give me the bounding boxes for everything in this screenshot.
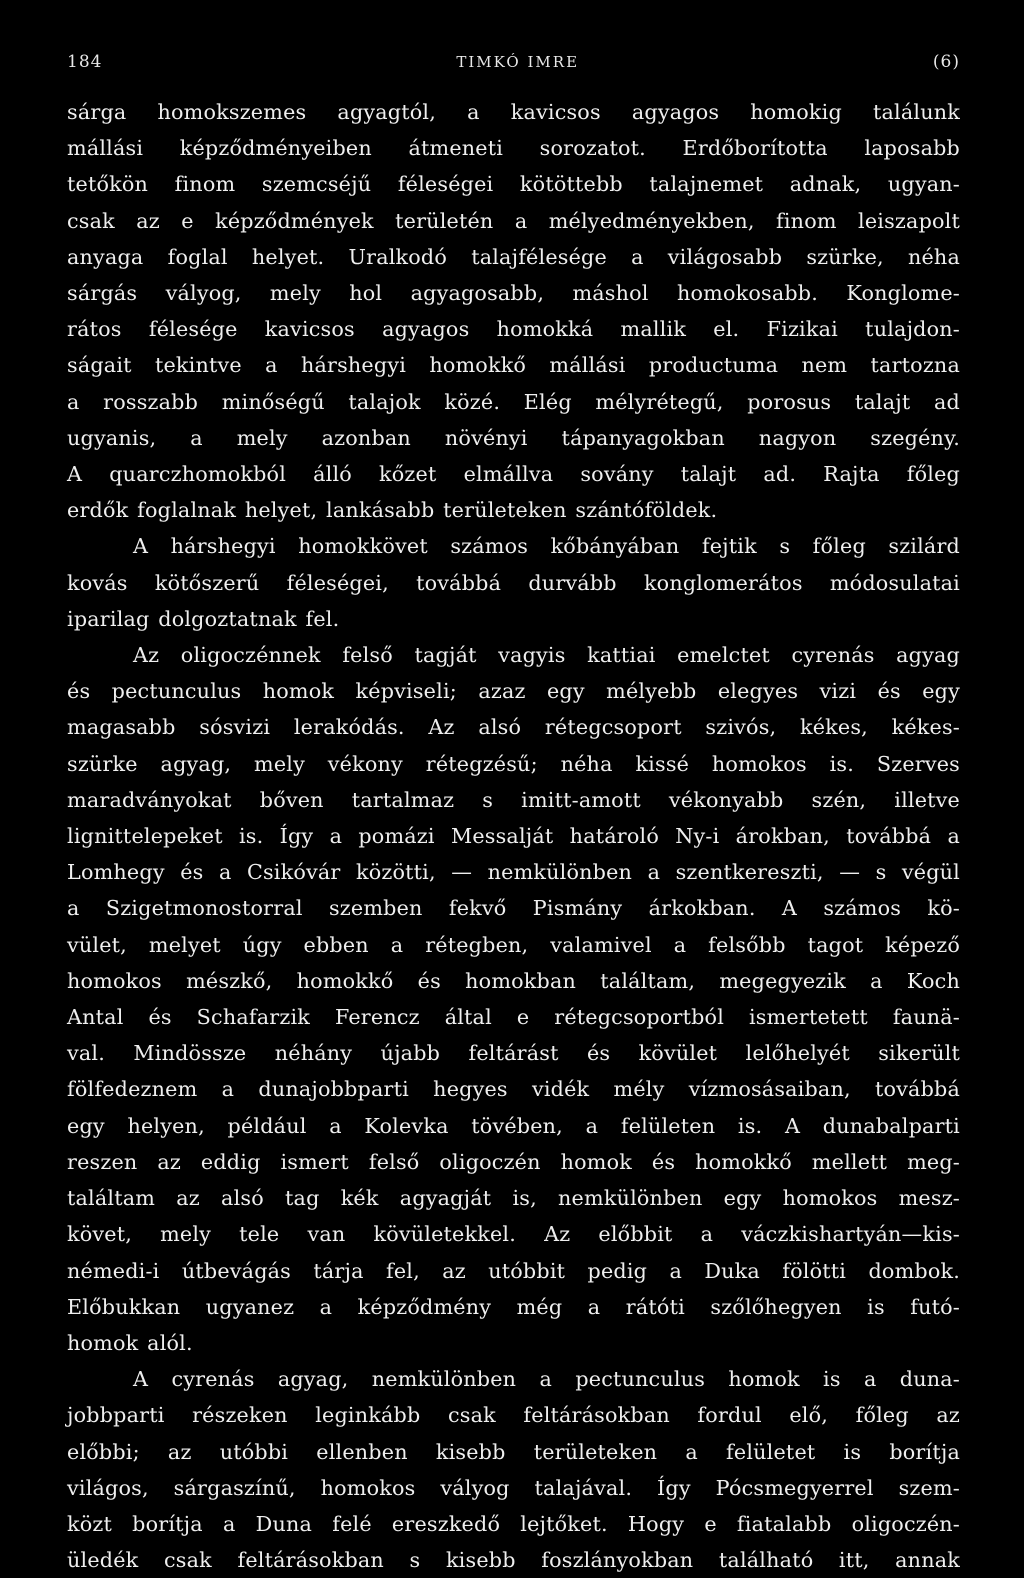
text-line: előbbi; az utóbbi ellenben kisebb területeken a felületet is borítja	[67, 1439, 960, 1464]
text-line: A quarczhomokból álló kőzet elmállva sovány talajt ad. Rajta főleg	[67, 462, 960, 487]
text-line: csak az e képződmények területén a mélyedményekben, finom leiszapolt	[67, 208, 960, 233]
text-line: Előbukkan ugyanez a képződmény még a rátóti szőlőhegyen is futó-	[67, 1294, 960, 1319]
text-line: és pectunculus homok képviseli; azaz egy mélyebb elegyes vizi és egy	[67, 679, 960, 704]
text-line: A hárshegyi homokkövet számos kőbányában fejtik s főleg szilárd	[133, 534, 960, 559]
text-line: világos, sárgaszínű, homokos vályog talajával. Így Pócsmegyerrel szem-	[67, 1475, 960, 1500]
text-line: homok alól.	[67, 1330, 193, 1355]
text-line: anyaga foglal helyet. Uralkodó talajfélesége a világosabb szürke, néha	[67, 244, 960, 269]
text-line: ugyanis, a mely azonban növényi tápanyagokban nagyon szegény.	[67, 425, 960, 450]
text-line: találtam az alsó tag kék agyagját is, nemkülönben egy homokos mesz-	[67, 1186, 960, 1211]
text-line: fölfedeznem a dunajobbparti hegyes vidék mély vízmosásaiban, továbbá	[67, 1077, 960, 1102]
text-line: homokos mészkő, homokkő és homokban találtam, megegyezik a Koch	[67, 968, 960, 993]
text-line: tetőkön finom szemcséjű féleségei kötöttebb talajnemet adnak, ugyan-	[67, 172, 960, 197]
running-title: TIMKÓ IMRE	[456, 53, 580, 71]
text-line: iparilag dolgoztatnak fel.	[67, 606, 340, 631]
text-line: erdők foglalnak helyet, lankásabb területeken szántóföldek.	[67, 498, 718, 523]
text-line: Antal és Schafarzik Ferencz által e rétegcsoportból ismertetett faunä-	[67, 1005, 960, 1030]
running-head	[67, 52, 960, 72]
text-line: val. Mindössze néhány újabb feltárást és kövület lelőhelyét sikerült	[67, 1041, 960, 1066]
body-text	[67, 94, 960, 1578]
page-number: 184	[67, 52, 103, 72]
text-line: üledék csak feltárásokban s kisebb foszlányokban található itt, annak	[67, 1548, 960, 1573]
text-line: a Szigetmonostorral szemben fekvő Pismány árkokban. A számos kö-	[67, 896, 960, 921]
text-line: ságait tekintve a hárshegyi homokkő mállási productuma nem tartozna	[67, 353, 960, 378]
text-line: jobbparti részeken leginkább csak feltárásokban fordul elő, főleg az	[67, 1403, 960, 1428]
text-line: a rosszabb minőségű talajok közé. Elég mélyrétegű, porosus talajt ad	[67, 389, 960, 414]
text-line: Lomhegy és a Csikóvár közötti, — nemkülönben a szentkereszti, — s végül	[67, 860, 960, 885]
text-line: maradványokat bőven tartalmaz s imitt-amott vékonyabb szén, illetve	[67, 787, 960, 812]
section-number: (6)	[932, 52, 960, 72]
text-line: rátos félesége kavicsos agyagos homokká mallik el. Fizikai tulajdon-	[67, 317, 960, 342]
text-line: Az oligoczénnek felső tagját vagyis kattiai emelctet cyrenás agyag	[133, 643, 960, 668]
text-line: A cyrenás agyag, nemkülönben a pectunculus homok is a duna-	[133, 1367, 960, 1392]
text-line: kovás kötőszerű féleségei, továbbá durvább konglomerátos módosulatai	[67, 570, 960, 595]
text-line: sárgás vályog, mely hol agyagosabb, máshol homokosabb. Konglome-	[67, 281, 960, 306]
text-line: sárga homokszemes agyagtól, a kavicsos agyagos homokig találunk	[67, 100, 960, 124]
text-line: szürke agyag, mely vékony rétegzésű; néha kissé homokos is. Szerves	[67, 751, 960, 776]
text-line: reszen az eddig ismert felső oligoczén homok és homokkő mellett meg-	[67, 1149, 960, 1174]
text-line: mállási képződményeiben átmeneti sorozatot. Erdőborította laposabb	[67, 136, 960, 161]
text-line: egy helyen, például a Kolevka tövében, a felületen is. A dunabalparti	[67, 1113, 960, 1138]
text-line: követ, mely tele van kövületekkel. Az előbbit a váczkishartyán—kis-	[67, 1222, 960, 1247]
text-line: némedi-i útbevágás tárja fel, az utóbbit pedig a Duka fölötti dombok.	[67, 1258, 960, 1283]
text-line: vület, melyet úgy ebben a rétegben, valamivel a felsőbb tagot képező	[67, 932, 960, 957]
text-line: magasabb sósvizi lerakódás. Az alsó rétegcsoport szivós, kékes, kékes-	[67, 715, 960, 740]
text-line: közt borítja a Duna felé ereszkedő lejtőket. Hogy e fiatalabb oligoczén-	[67, 1511, 960, 1536]
text-line: lignittelepeket is. Így a pomázi Messalját határoló Ny-i árokban, továbbá a	[67, 824, 960, 849]
